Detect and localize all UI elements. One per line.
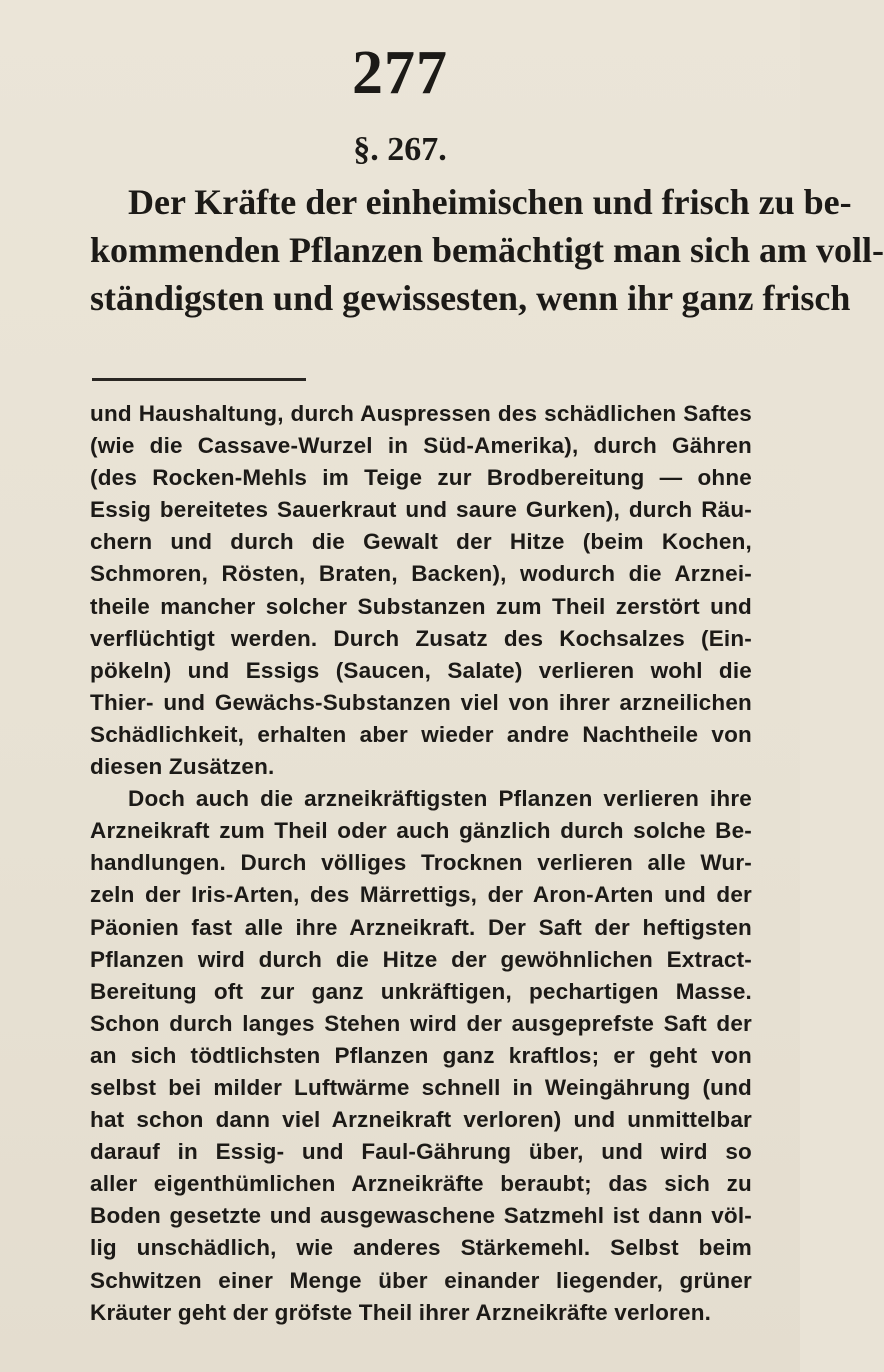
body-text-line: pökeln) und Essigs (Saucen, Salate) verlieren wohl die [90,657,752,683]
body-text-line: chern und durch die Gewalt der Hitze (beim Kochen, [90,529,752,555]
body-text-line: Schwitzen einer Menge über einander liegender, grüner [90,1267,752,1293]
upper-text-line: Der Kräfte der einheimischen und frisch zu be- [128,182,852,222]
lower-paragraphs [90,398,752,1329]
body-text-line: Boden gesetzte und ausgewaschene Satzmehl ist dann völ- [90,1203,752,1229]
body-text-line: Bereitung oft zur ganz unkräftigen, pechartigen Masse. [90,978,752,1004]
page-number: 277 [352,39,448,107]
body-text-line: hat schon dann viel Arzneikraft verloren) und unmittelbar [90,1107,752,1133]
body-text-line: theile mancher solcher Substanzen zum Theil zerstört und [90,593,752,619]
body-text-line: diesen Zusätzen. [90,754,275,780]
body-text-line: Kräuter geht der gröfste Theil ihrer Arzneikräfte verloren. [90,1299,712,1325]
body-text-line: lig unschädlich, wie anderes Stärkemehl. Selbst beim [90,1235,752,1261]
body-text-line: und Haushaltung, durch Auspressen des schädlichen Saftes [90,401,752,426]
body-text-line: zeln der Iris-Arten, des Märrettigs, der Aron-Arten und der [90,882,752,908]
body-text-line: Schädlichkeit, erhalten aber wieder andre Nachtheile von [90,721,752,747]
body-text-line: (des Rocken-Mehls im Teige zur Brodbereitung — ohne [90,465,752,491]
body-text-line: Pflanzen wird durch die Hitze der gewöhnlichen Extract- [90,946,752,972]
body-text-line: Schmoren, Rösten, Braten, Backen), wodurch die Arznei- [90,561,752,587]
body-text-line: Schon durch langes Stehen wird der ausgeprefste Saft der [90,1010,752,1036]
section-heading: §. 267. [353,131,447,168]
fragment-divider-rule [92,378,306,381]
body-text-line: aller eigenthümlichen Arzneikräfte beraubt; das sich zu [90,1171,752,1197]
body-text-line: Essig bereitetes Sauerkraut und saure Gurken), durch Räu- [90,497,752,523]
body-text-line: darauf in Essig- und Faul-Gährung über, und wird so [90,1139,752,1165]
body-text-line: Thier- und Gewächs-Substanzen viel von ihrer arzneilichen [90,689,752,715]
body-text-line: Päonien fast alle ihre Arzneikraft. Der Saft der heftigsten [90,914,752,940]
body-text-line: (wie die Cassave-Wurzel in Süd-Amerika), durch Gähren [90,433,752,459]
body-text-line: verflüchtigt werden. Durch Zusatz des Kochsalzes (Ein- [90,625,752,651]
body-text-line: Doch auch die arzneikräftigsten Pflanzen verlieren ihre [128,786,752,812]
body-text-line: selbst bei milder Luftwärme schnell in Weingährung (und [90,1074,752,1100]
body-text-line: Arzneikraft zum Theil oder auch gänzlich durch solche Be- [90,818,752,844]
upper-text-line: kommenden Pflanzen bemächtigt man sich am voll- [90,230,884,270]
upper-paragraph [90,178,884,322]
body-text-line: an sich tödtlichsten Pflanzen ganz kraftlos; er geht von [90,1042,752,1068]
upper-text-line: ständigsten und gewissesten, wenn ihr ganz frisch [90,278,851,318]
body-text-line: handlungen. Durch völliges Trocknen verlieren alle Wur- [90,850,752,876]
